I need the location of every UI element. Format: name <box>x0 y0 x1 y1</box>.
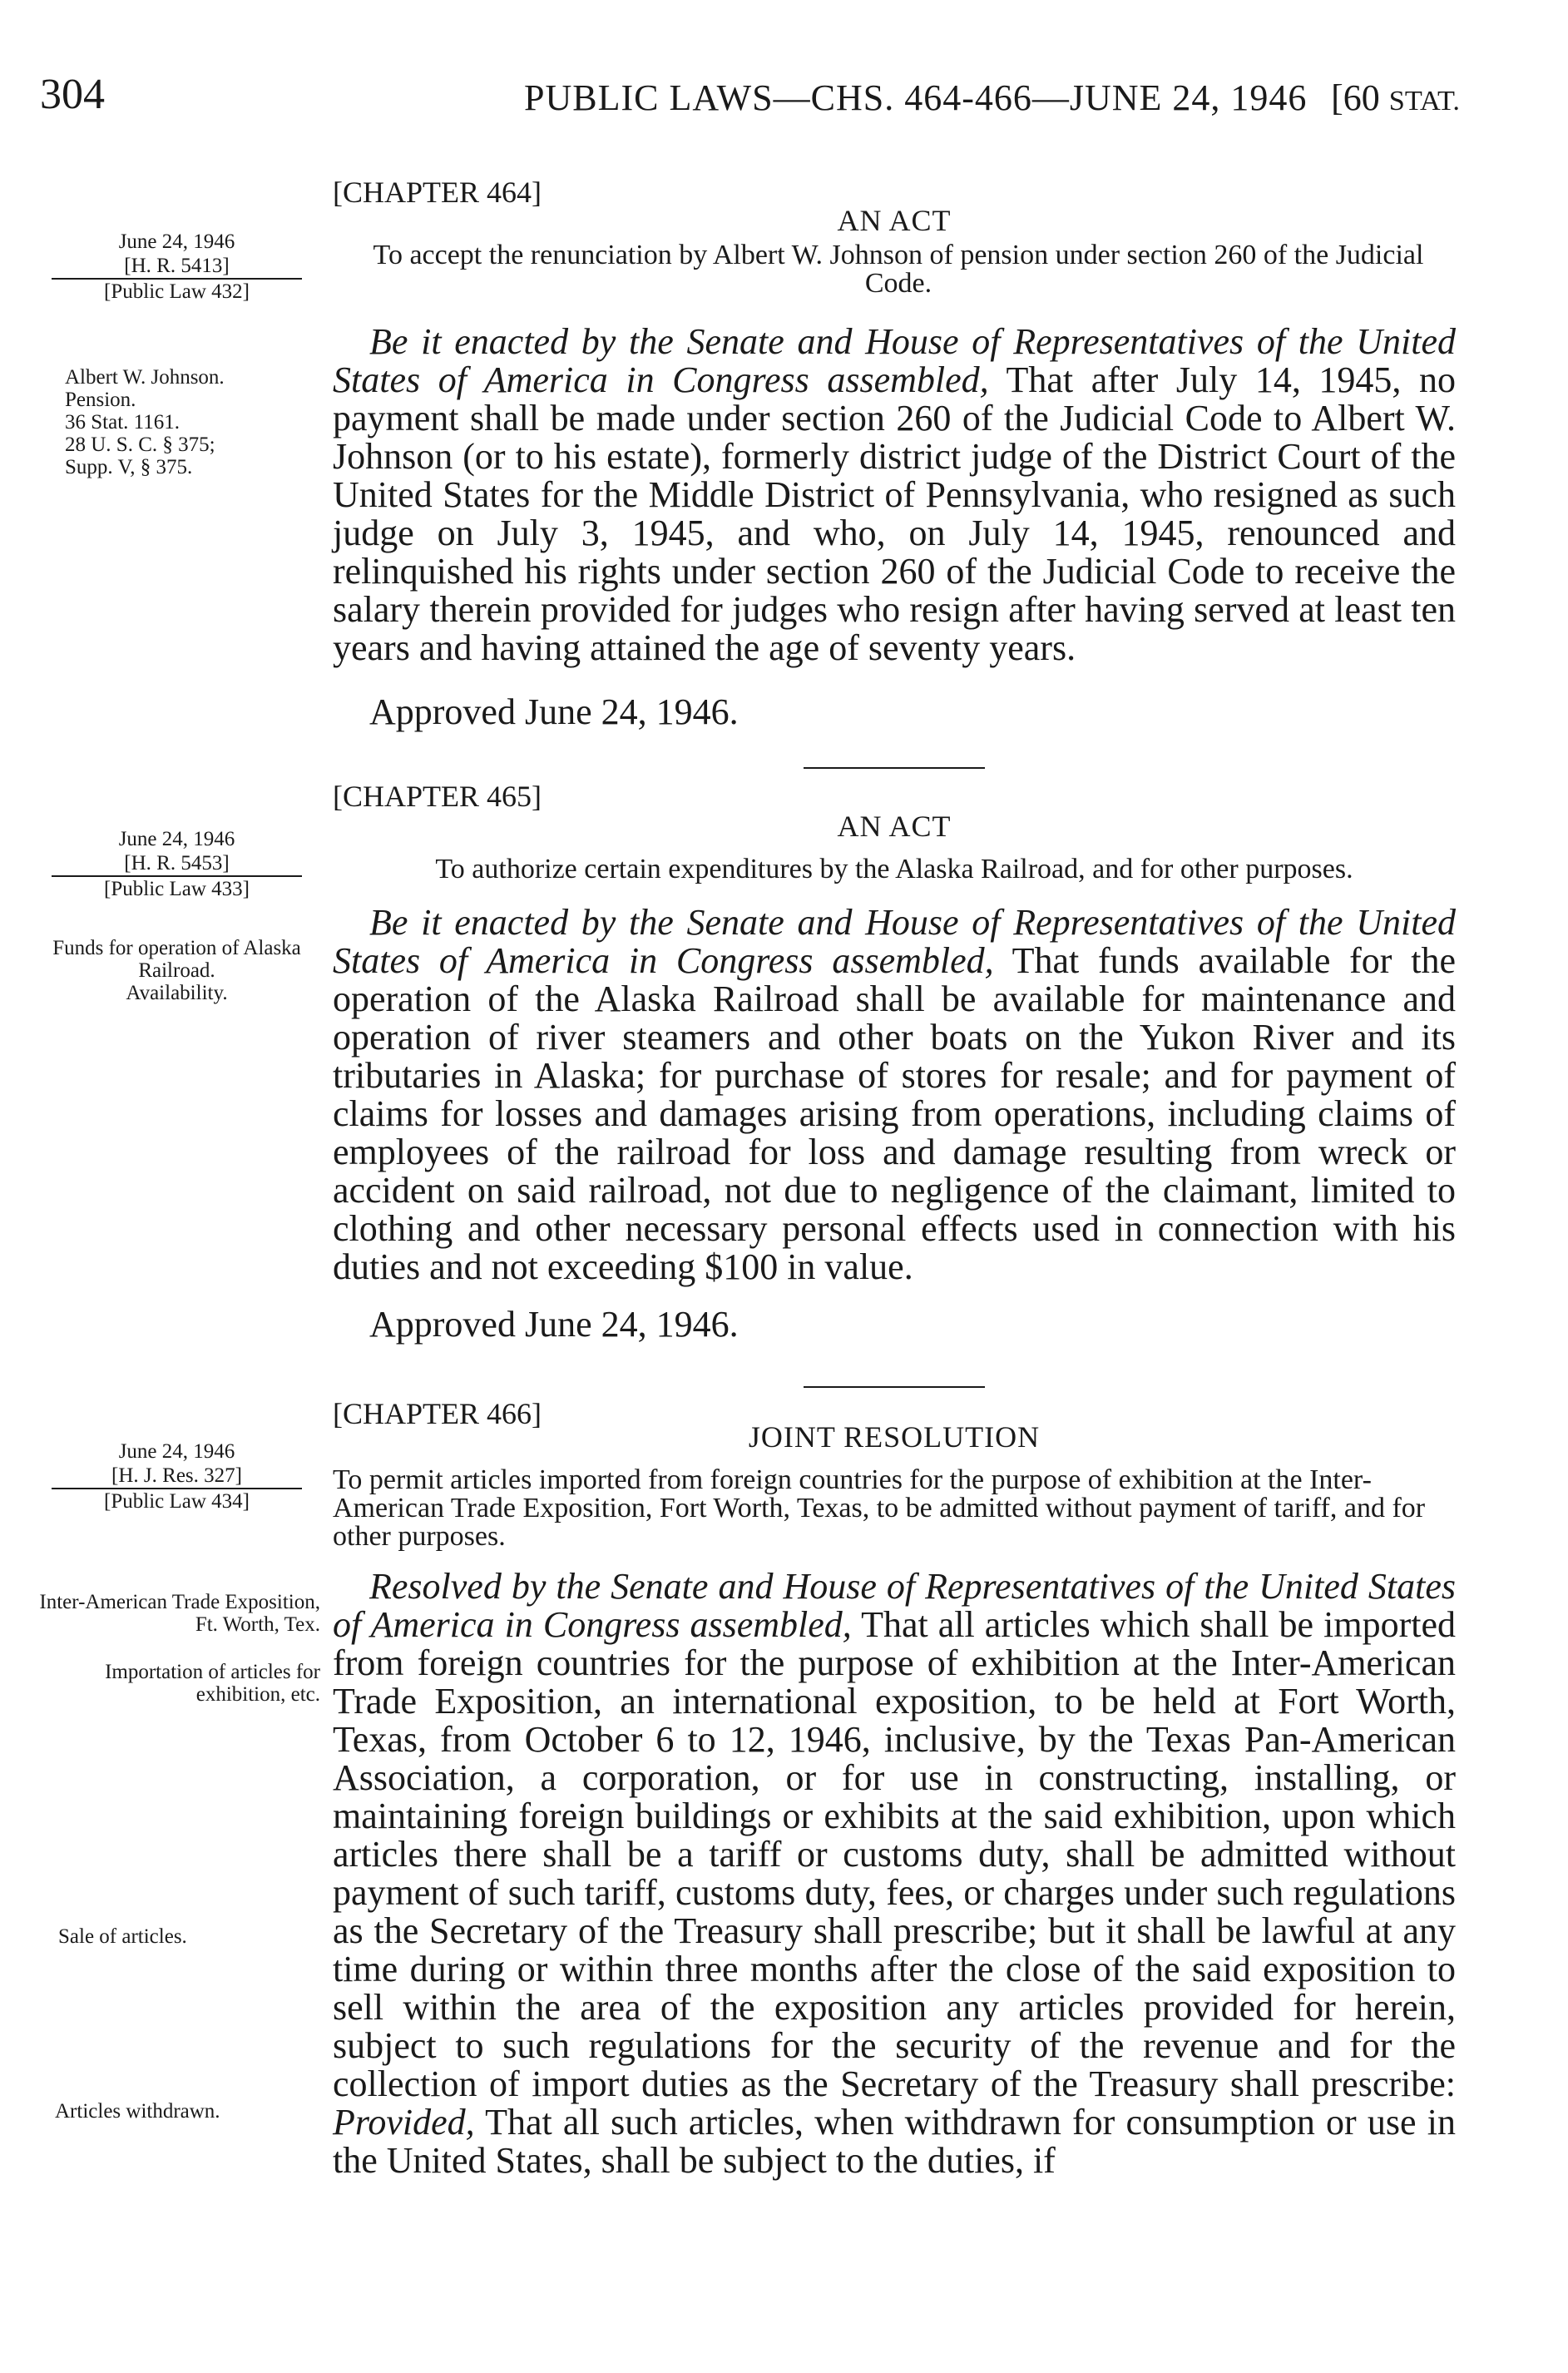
approved-date: Approved June 24, 1946. <box>369 1304 739 1345</box>
volume-stat: STAT. <box>1388 85 1460 116</box>
side-note: 28 U. S. C. § 375; <box>65 433 215 456</box>
section-divider <box>804 1386 985 1388</box>
margin-date: June 24, 1946 <box>118 1440 235 1463</box>
resolution-label: JOINT RESOLUTION <box>748 1420 1041 1454</box>
resolution-text: That all articles which shall be imported from foreign countries for the purpose of exhibition at the Inter-American Trade Exposition, an international exposition, to be held at Fort Worth, Texas, from October 6 to 12, 1946, inclusive, by the Texas Pan-American Association, a corporation, or for use in constructing, installing, or maintaining foreign buildings or exhibits at the said exhibition, upon which articles there shall be a tariff or customs duty, shall be admitted without payment of such tariff, customs duty, fees, or charges under such regulations as the Secretary of the Treasury shall prescribe; but it shall be lawful at any time during or within three months after the close of the said exposition to sell within the area of the exposition any articles provided for herein, subject to such regulations for the security of the revenue and for the collection of import duties as the Secretary of the Treasury shall prescribe: <box>333 1604 1456 2104</box>
proviso: Provided, <box>333 2102 475 2143</box>
act-purpose: To authorize certain expenditures by the Alaska Railroad, and for other purposes. <box>435 854 1353 884</box>
chapter-heading: [CHAPTER 465] <box>333 780 542 813</box>
act-purpose: To accept the renunciation by Albert W. Johnson of pension under section 260 of the Judicial Code. <box>373 240 1424 299</box>
side-note: Pension. <box>65 389 136 411</box>
page-number: 304 <box>40 71 105 118</box>
act-body-464 <box>333 323 1456 667</box>
chapter-heading: [CHAPTER 464] <box>333 176 542 209</box>
resolution-purpose: To permit articles imported from foreign countries for the purpose of exhibition at the Inter-American Trade Exposition, Fort Worth, Texas, to be admitted without payment of tariff, and for other purposes. <box>333 1464 1426 1552</box>
side-note: 36 Stat. 1161. <box>65 411 180 433</box>
margin-citation-466 <box>33 1439 320 1513</box>
margin-date: June 24, 1946 <box>118 230 235 253</box>
enacting-clause: Be it enacted by the Senate and House of Representatives of the United States of America in Congress assembled, <box>333 321 1456 400</box>
section-divider <box>804 767 985 769</box>
resolving-clause: Resolved by the Senate and House of Representatives of the United States of America in Congress assembled, <box>333 1566 1456 1645</box>
resolution-body-466 <box>333 1568 1456 2180</box>
margin-bill: [H. R. 5413] <box>124 255 230 277</box>
side-note: Funds for operation of Alaska Railroad. <box>52 937 301 982</box>
side-notes-465 <box>33 937 320 1004</box>
act-body-465 <box>333 904 1456 1286</box>
act-label: AN ACT <box>837 204 952 237</box>
margin-bill: [H. R. 5453] <box>124 852 230 874</box>
margin-citation-464 <box>33 230 320 304</box>
margin-bill: [H. J. Res. 327] <box>111 1464 242 1487</box>
side-note: Articles withdrawn. <box>55 2100 220 2123</box>
volume-reference <box>1331 77 1460 119</box>
margin-public-law: [Public Law 434] <box>104 1490 250 1513</box>
side-note: Sale of articles. <box>58 1925 187 1948</box>
side-note: Importation of articles for exhibition, etc. <box>105 1661 320 1706</box>
enacting-clause: Be it enacted by the Senate and House of Representatives of the United States of America in Congress assembled, <box>333 902 1456 981</box>
margin-date: June 24, 1946 <box>118 828 235 850</box>
side-notes-464 <box>65 366 352 478</box>
chapter-heading: [CHAPTER 466] <box>333 1397 542 1430</box>
act-label: AN ACT <box>837 810 952 843</box>
act-text: That funds available for the operation of the Alaska Railroad shall be available for maintenance and operation of river steamers and other boats on the Yukon River and its tributaries in Alaska; for purchase of stores for resale; and for payment of claims for losses and damages arising from operations, including claims of employees of the railroad for loss and damage resulting from wreck or accident on said railroad, not due to negligence of the claimant, limited to clothing and other necessary personal effects used in connection with his duties and not exceeding $100 in value. <box>333 940 1456 1287</box>
side-note: Supp. V, § 375. <box>65 456 193 478</box>
margin-public-law: [Public Law 432] <box>104 280 250 303</box>
side-note: Inter-American Trade Exposition, Ft. Worth, Tex. <box>39 1591 320 1636</box>
act-text: That after July 14, 1945, no payment shall be made under section 260 of the Judicial Code to Albert W. Johnson (or to his estate), formerly district judge of the District Court of the United States for the Middle District of Pennsylvania, who resigned as such judge on July 3, 1945, and who, on July 14, 1945, renounced and relinquished his rights under section 260 of the Judicial Code to receive the salary therein provided for judges who resign after having served at least ten years and having attained the age of seventy years. <box>333 359 1456 668</box>
side-note: Albert W. Johnson. <box>65 366 225 389</box>
resolution-text-continued: That all such articles, when withdrawn for consumption or use in the United States, shall be subject to the duties, if <box>333 2102 1456 2181</box>
approved-date: Approved June 24, 1946. <box>369 691 739 732</box>
running-title: PUBLIC LAWS—CHS. 464-466—JUNE 24, 1946 <box>524 77 1308 118</box>
margin-public-law: [Public Law 433] <box>104 878 250 900</box>
side-note: Availability. <box>126 982 228 1004</box>
margin-citation-465 <box>33 827 320 901</box>
volume-open: [60 <box>1331 77 1380 118</box>
